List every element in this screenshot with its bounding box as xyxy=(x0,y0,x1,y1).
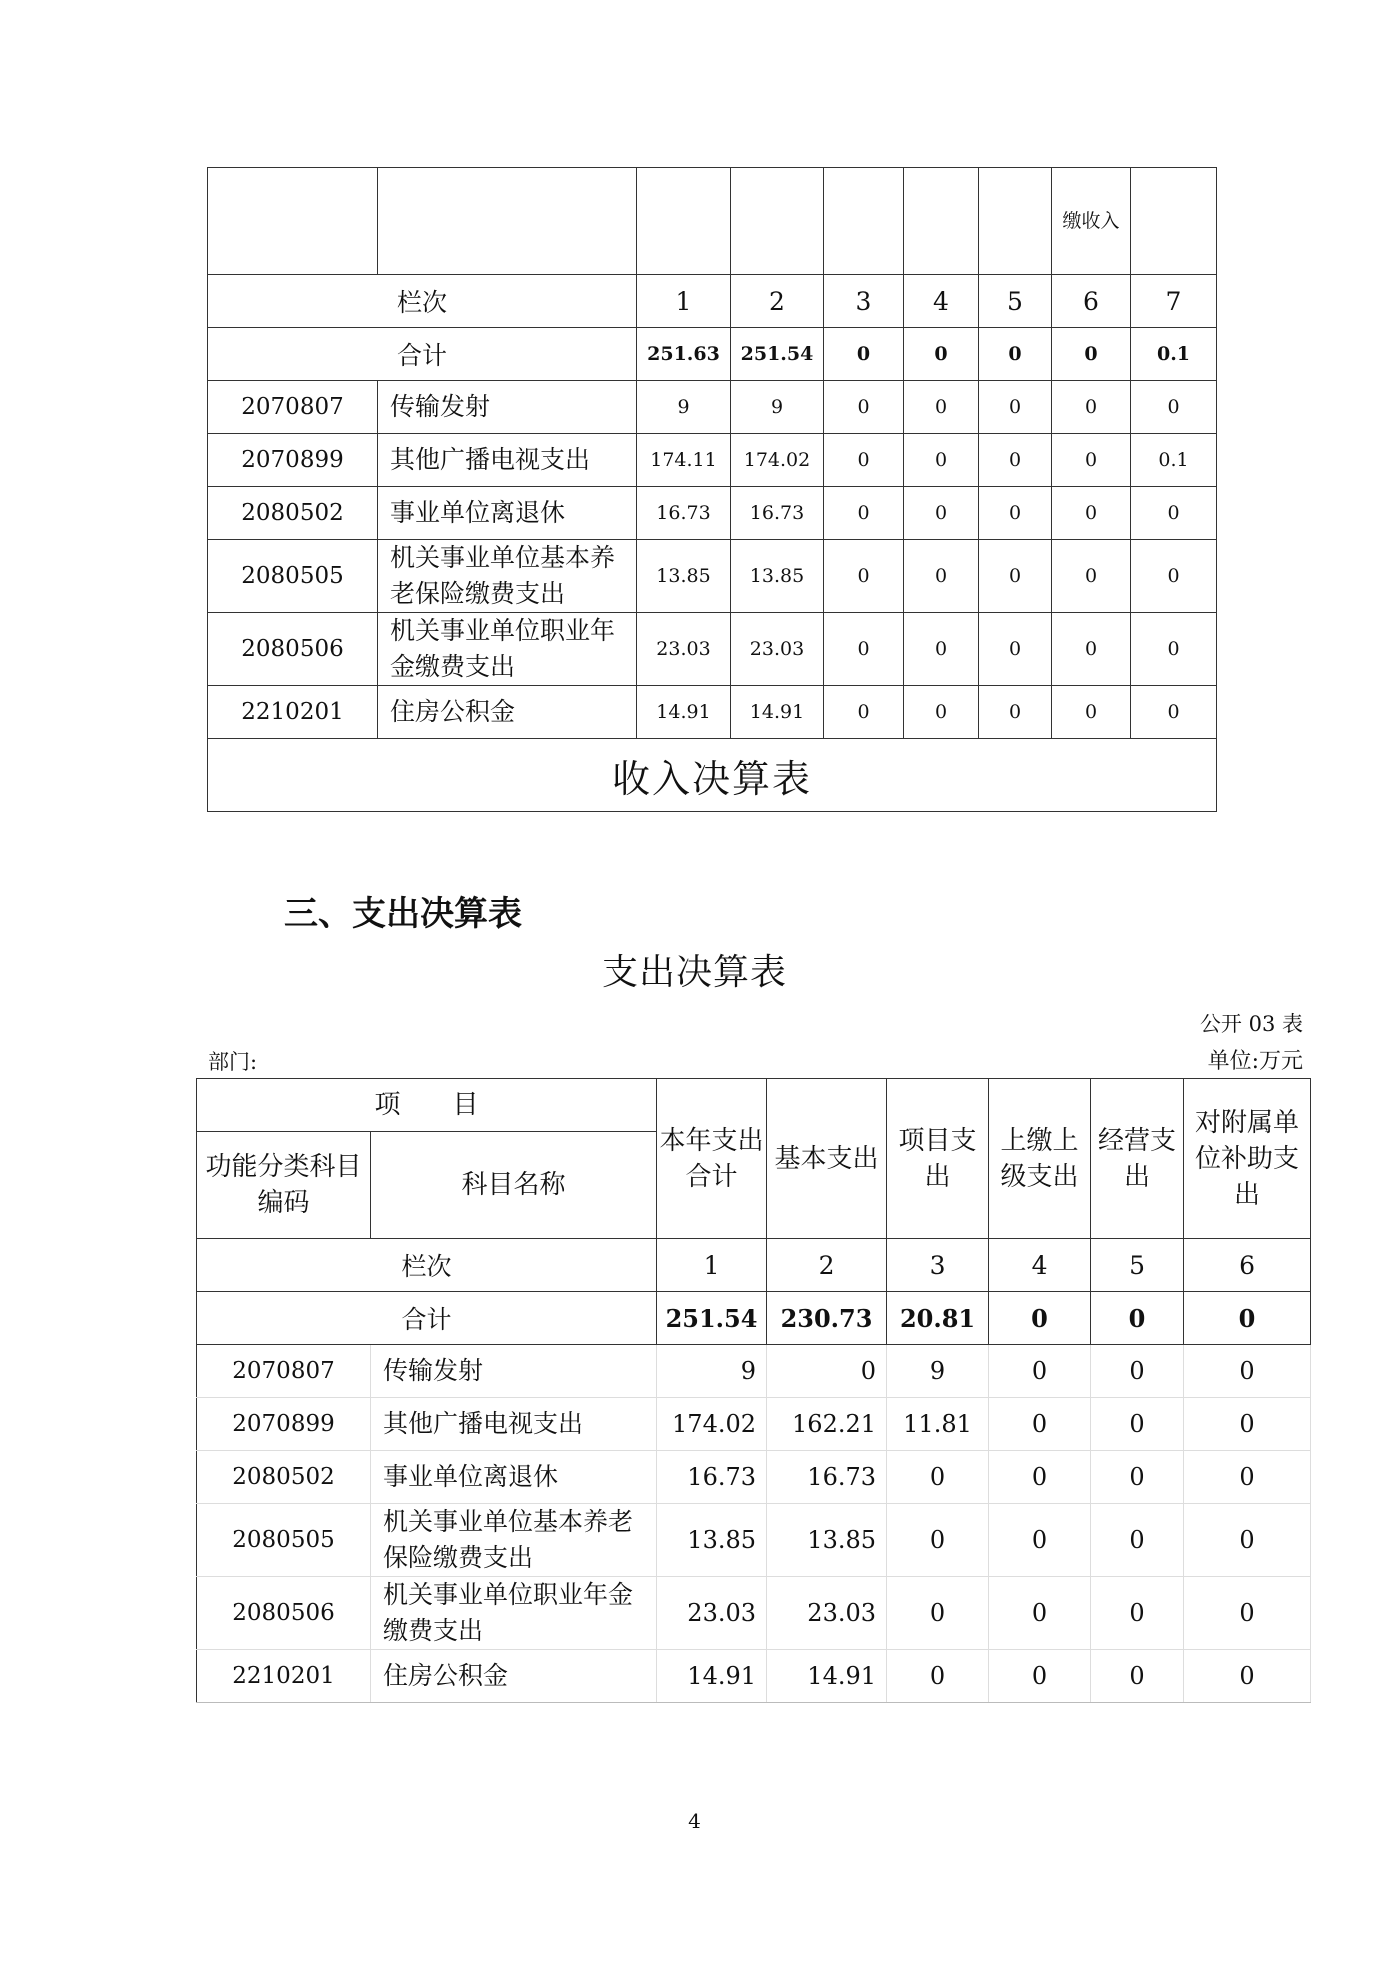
row-name: 机关事业单位基本养老保险缴费支出 xyxy=(378,540,637,613)
income-footer-title: 收入决算表 xyxy=(208,739,1217,812)
row-value: 16.73 xyxy=(637,487,731,540)
row-value: 13.85 xyxy=(731,540,824,613)
table-row xyxy=(208,434,1217,487)
row-value: 0 xyxy=(824,613,904,686)
row-value: 0 xyxy=(904,540,979,613)
income-footer-row xyxy=(208,739,1217,812)
row-value: 0 xyxy=(1131,487,1217,540)
col-header: 对附属单位补助支出 xyxy=(1184,1079,1311,1239)
col-number: 3 xyxy=(887,1239,989,1292)
row-value: 0 xyxy=(989,1577,1091,1650)
row-value: 0 xyxy=(979,613,1052,686)
income-total-label: 合计 xyxy=(208,328,637,381)
row-code: 2080505 xyxy=(197,1504,371,1577)
row-value: 13.85 xyxy=(637,540,731,613)
col-number: 6 xyxy=(1184,1239,1311,1292)
row-value: 0 xyxy=(1052,613,1131,686)
table-row xyxy=(208,540,1217,613)
row-value: 16.73 xyxy=(767,1451,887,1504)
row-value: 0 xyxy=(989,1650,1091,1703)
total-value: 0 xyxy=(989,1292,1091,1345)
row-value: 0 xyxy=(979,381,1052,434)
department-label: 部门: xyxy=(208,1050,258,1074)
row-name: 传输发射 xyxy=(371,1345,657,1398)
income-header-row xyxy=(208,168,1217,275)
row-value: 0 xyxy=(904,487,979,540)
row-name: 机关事业单位职业年金缴费支出 xyxy=(371,1577,657,1650)
row-value: 0 xyxy=(887,1650,989,1703)
row-value: 0 xyxy=(979,686,1052,739)
row-name: 事业单位离退休 xyxy=(378,487,637,540)
row-value: 0 xyxy=(1052,686,1131,739)
row-value: 23.03 xyxy=(637,613,731,686)
total-value: 20.81 xyxy=(887,1292,989,1345)
total-value: 0 xyxy=(1091,1292,1184,1345)
row-value: 0 xyxy=(989,1345,1091,1398)
total-value: 0 xyxy=(1184,1292,1311,1345)
total-value: 251.54 xyxy=(731,328,824,381)
row-value: 23.03 xyxy=(767,1577,887,1650)
row-value: 0 xyxy=(1184,1504,1311,1577)
row-value: 0 xyxy=(1091,1504,1184,1577)
table-row xyxy=(197,1451,1311,1504)
section-heading: 三、支出决算表 xyxy=(284,894,522,934)
row-value: 0 xyxy=(989,1451,1091,1504)
total-value: 251.63 xyxy=(637,328,731,381)
row-name: 机关事业单位基本养老保险缴费支出 xyxy=(371,1504,657,1577)
table-row xyxy=(197,1398,1311,1451)
row-value: 0 xyxy=(824,434,904,487)
row-value: 0 xyxy=(1131,613,1217,686)
row-name: 住房公积金 xyxy=(378,686,637,739)
row-value: 0 xyxy=(767,1345,887,1398)
row-value: 16.73 xyxy=(731,487,824,540)
col-number: 2 xyxy=(767,1239,887,1292)
col-header: 本年支出合计 xyxy=(657,1079,767,1239)
expense-lanci-row xyxy=(197,1239,1311,1292)
col-number: 6 xyxy=(1052,275,1131,328)
name-col-header: 科目名称 xyxy=(371,1132,657,1239)
row-value: 0 xyxy=(979,434,1052,487)
row-value: 0 xyxy=(904,686,979,739)
total-value: 0 xyxy=(1052,328,1131,381)
row-code: 2070807 xyxy=(197,1345,371,1398)
row-code: 2080505 xyxy=(208,540,378,613)
expense-header-row xyxy=(197,1079,1311,1132)
col-number: 2 xyxy=(731,275,824,328)
row-value: 0 xyxy=(1052,487,1131,540)
income-lanci-row xyxy=(208,275,1217,328)
row-value: 0 xyxy=(904,381,979,434)
row-value: 16.73 xyxy=(657,1451,767,1504)
row-value: 0 xyxy=(1091,1577,1184,1650)
row-name: 其他广播电视支出 xyxy=(371,1398,657,1451)
row-value: 14.91 xyxy=(637,686,731,739)
row-value: 9 xyxy=(637,381,731,434)
row-value: 0 xyxy=(824,381,904,434)
col-number: 4 xyxy=(989,1239,1091,1292)
col-header: 基本支出 xyxy=(767,1079,887,1239)
table-row xyxy=(208,381,1217,434)
row-value: 0 xyxy=(1131,540,1217,613)
col-header: 上缴上级支出 xyxy=(989,1079,1091,1239)
row-value: 0 xyxy=(1091,1398,1184,1451)
row-code: 2070807 xyxy=(208,381,378,434)
total-value: 0.1 xyxy=(1131,328,1217,381)
row-value: 9 xyxy=(887,1345,989,1398)
total-value: 230.73 xyxy=(767,1292,887,1345)
row-code: 2070899 xyxy=(208,434,378,487)
row-value: 14.91 xyxy=(767,1650,887,1703)
table-row xyxy=(208,487,1217,540)
row-value: 0 xyxy=(824,540,904,613)
row-value: 0 xyxy=(979,487,1052,540)
row-value: 0 xyxy=(989,1398,1091,1451)
col-header: 项目支出 xyxy=(887,1079,989,1239)
row-value: 9 xyxy=(657,1345,767,1398)
unit-label: 单位:万元 xyxy=(1207,1049,1303,1074)
row-code: 2210201 xyxy=(197,1650,371,1703)
col-number: 3 xyxy=(824,275,904,328)
table-row xyxy=(197,1650,1311,1703)
row-value: 0 xyxy=(904,613,979,686)
row-value: 13.85 xyxy=(767,1504,887,1577)
row-value: 0 xyxy=(1184,1451,1311,1504)
row-value: 0 xyxy=(1052,434,1131,487)
row-value: 9 xyxy=(731,381,824,434)
total-value: 0 xyxy=(979,328,1052,381)
row-value: 0 xyxy=(1131,381,1217,434)
row-code: 2080502 xyxy=(208,487,378,540)
row-value: 174.02 xyxy=(731,434,824,487)
row-value: 174.02 xyxy=(657,1398,767,1451)
row-value: 0 xyxy=(887,1504,989,1577)
row-value: 0 xyxy=(989,1504,1091,1577)
table-row xyxy=(208,686,1217,739)
expense-total-label: 合计 xyxy=(197,1292,657,1345)
row-code: 2080506 xyxy=(208,613,378,686)
expense-total-row xyxy=(197,1292,1311,1345)
row-code: 2070899 xyxy=(197,1398,371,1451)
row-value: 0 xyxy=(1131,686,1217,739)
expense-lanci-label: 栏次 xyxy=(197,1239,657,1292)
row-value: 0.1 xyxy=(1131,434,1217,487)
row-value: 0 xyxy=(1184,1577,1311,1650)
row-value: 0 xyxy=(904,434,979,487)
row-value: 0 xyxy=(1091,1650,1184,1703)
table-row xyxy=(197,1504,1311,1577)
table-row xyxy=(197,1577,1311,1650)
row-value: 23.03 xyxy=(731,613,824,686)
total-value: 251.54 xyxy=(657,1292,767,1345)
total-value: 0 xyxy=(904,328,979,381)
col-number: 4 xyxy=(904,275,979,328)
row-value: 0 xyxy=(887,1451,989,1504)
page-number: 4 xyxy=(688,1809,701,1833)
row-name: 事业单位离退休 xyxy=(371,1451,657,1504)
col-number: 1 xyxy=(637,275,731,328)
row-code: 2080506 xyxy=(197,1577,371,1650)
row-code: 2080502 xyxy=(197,1451,371,1504)
table-row xyxy=(197,1345,1311,1398)
row-value: 0 xyxy=(979,540,1052,613)
expense-table xyxy=(196,1078,1311,1703)
row-name: 其他广播电视支出 xyxy=(378,434,637,487)
income-table xyxy=(207,167,1217,812)
row-name: 住房公积金 xyxy=(371,1650,657,1703)
row-value: 162.21 xyxy=(767,1398,887,1451)
row-name: 机关事业单位职业年金缴费支出 xyxy=(378,613,637,686)
row-value: 0 xyxy=(1184,1650,1311,1703)
row-value: 11.81 xyxy=(887,1398,989,1451)
col-number: 7 xyxy=(1131,275,1217,328)
row-value: 174.11 xyxy=(637,434,731,487)
row-value: 23.03 xyxy=(657,1577,767,1650)
form-number: 公开 03 表 xyxy=(1199,1012,1303,1036)
expense-table-title: 支出决算表 xyxy=(601,952,787,993)
income-header-fragment: 缴收入 xyxy=(1052,168,1131,275)
row-code: 2210201 xyxy=(208,686,378,739)
row-value: 0 xyxy=(1052,540,1131,613)
row-value: 13.85 xyxy=(657,1504,767,1577)
table-row xyxy=(208,613,1217,686)
row-value: 0 xyxy=(887,1577,989,1650)
row-value: 0 xyxy=(1052,381,1131,434)
row-value: 0 xyxy=(824,487,904,540)
item-header: 项 目 xyxy=(197,1079,657,1132)
row-value: 0 xyxy=(1184,1345,1311,1398)
row-value: 0 xyxy=(1091,1345,1184,1398)
row-name: 传输发射 xyxy=(378,381,637,434)
row-value: 0 xyxy=(1184,1398,1311,1451)
total-value: 0 xyxy=(824,328,904,381)
col-number: 5 xyxy=(1091,1239,1184,1292)
row-value: 14.91 xyxy=(657,1650,767,1703)
col-header: 经营支出 xyxy=(1091,1079,1184,1239)
row-value: 0 xyxy=(1091,1451,1184,1504)
row-value: 0 xyxy=(824,686,904,739)
income-lanci-label: 栏次 xyxy=(208,275,637,328)
income-total-row xyxy=(208,328,1217,381)
col-number: 5 xyxy=(979,275,1052,328)
code-col-header: 功能分类科目编码 xyxy=(197,1132,371,1239)
row-value: 14.91 xyxy=(731,686,824,739)
col-number: 1 xyxy=(657,1239,767,1292)
